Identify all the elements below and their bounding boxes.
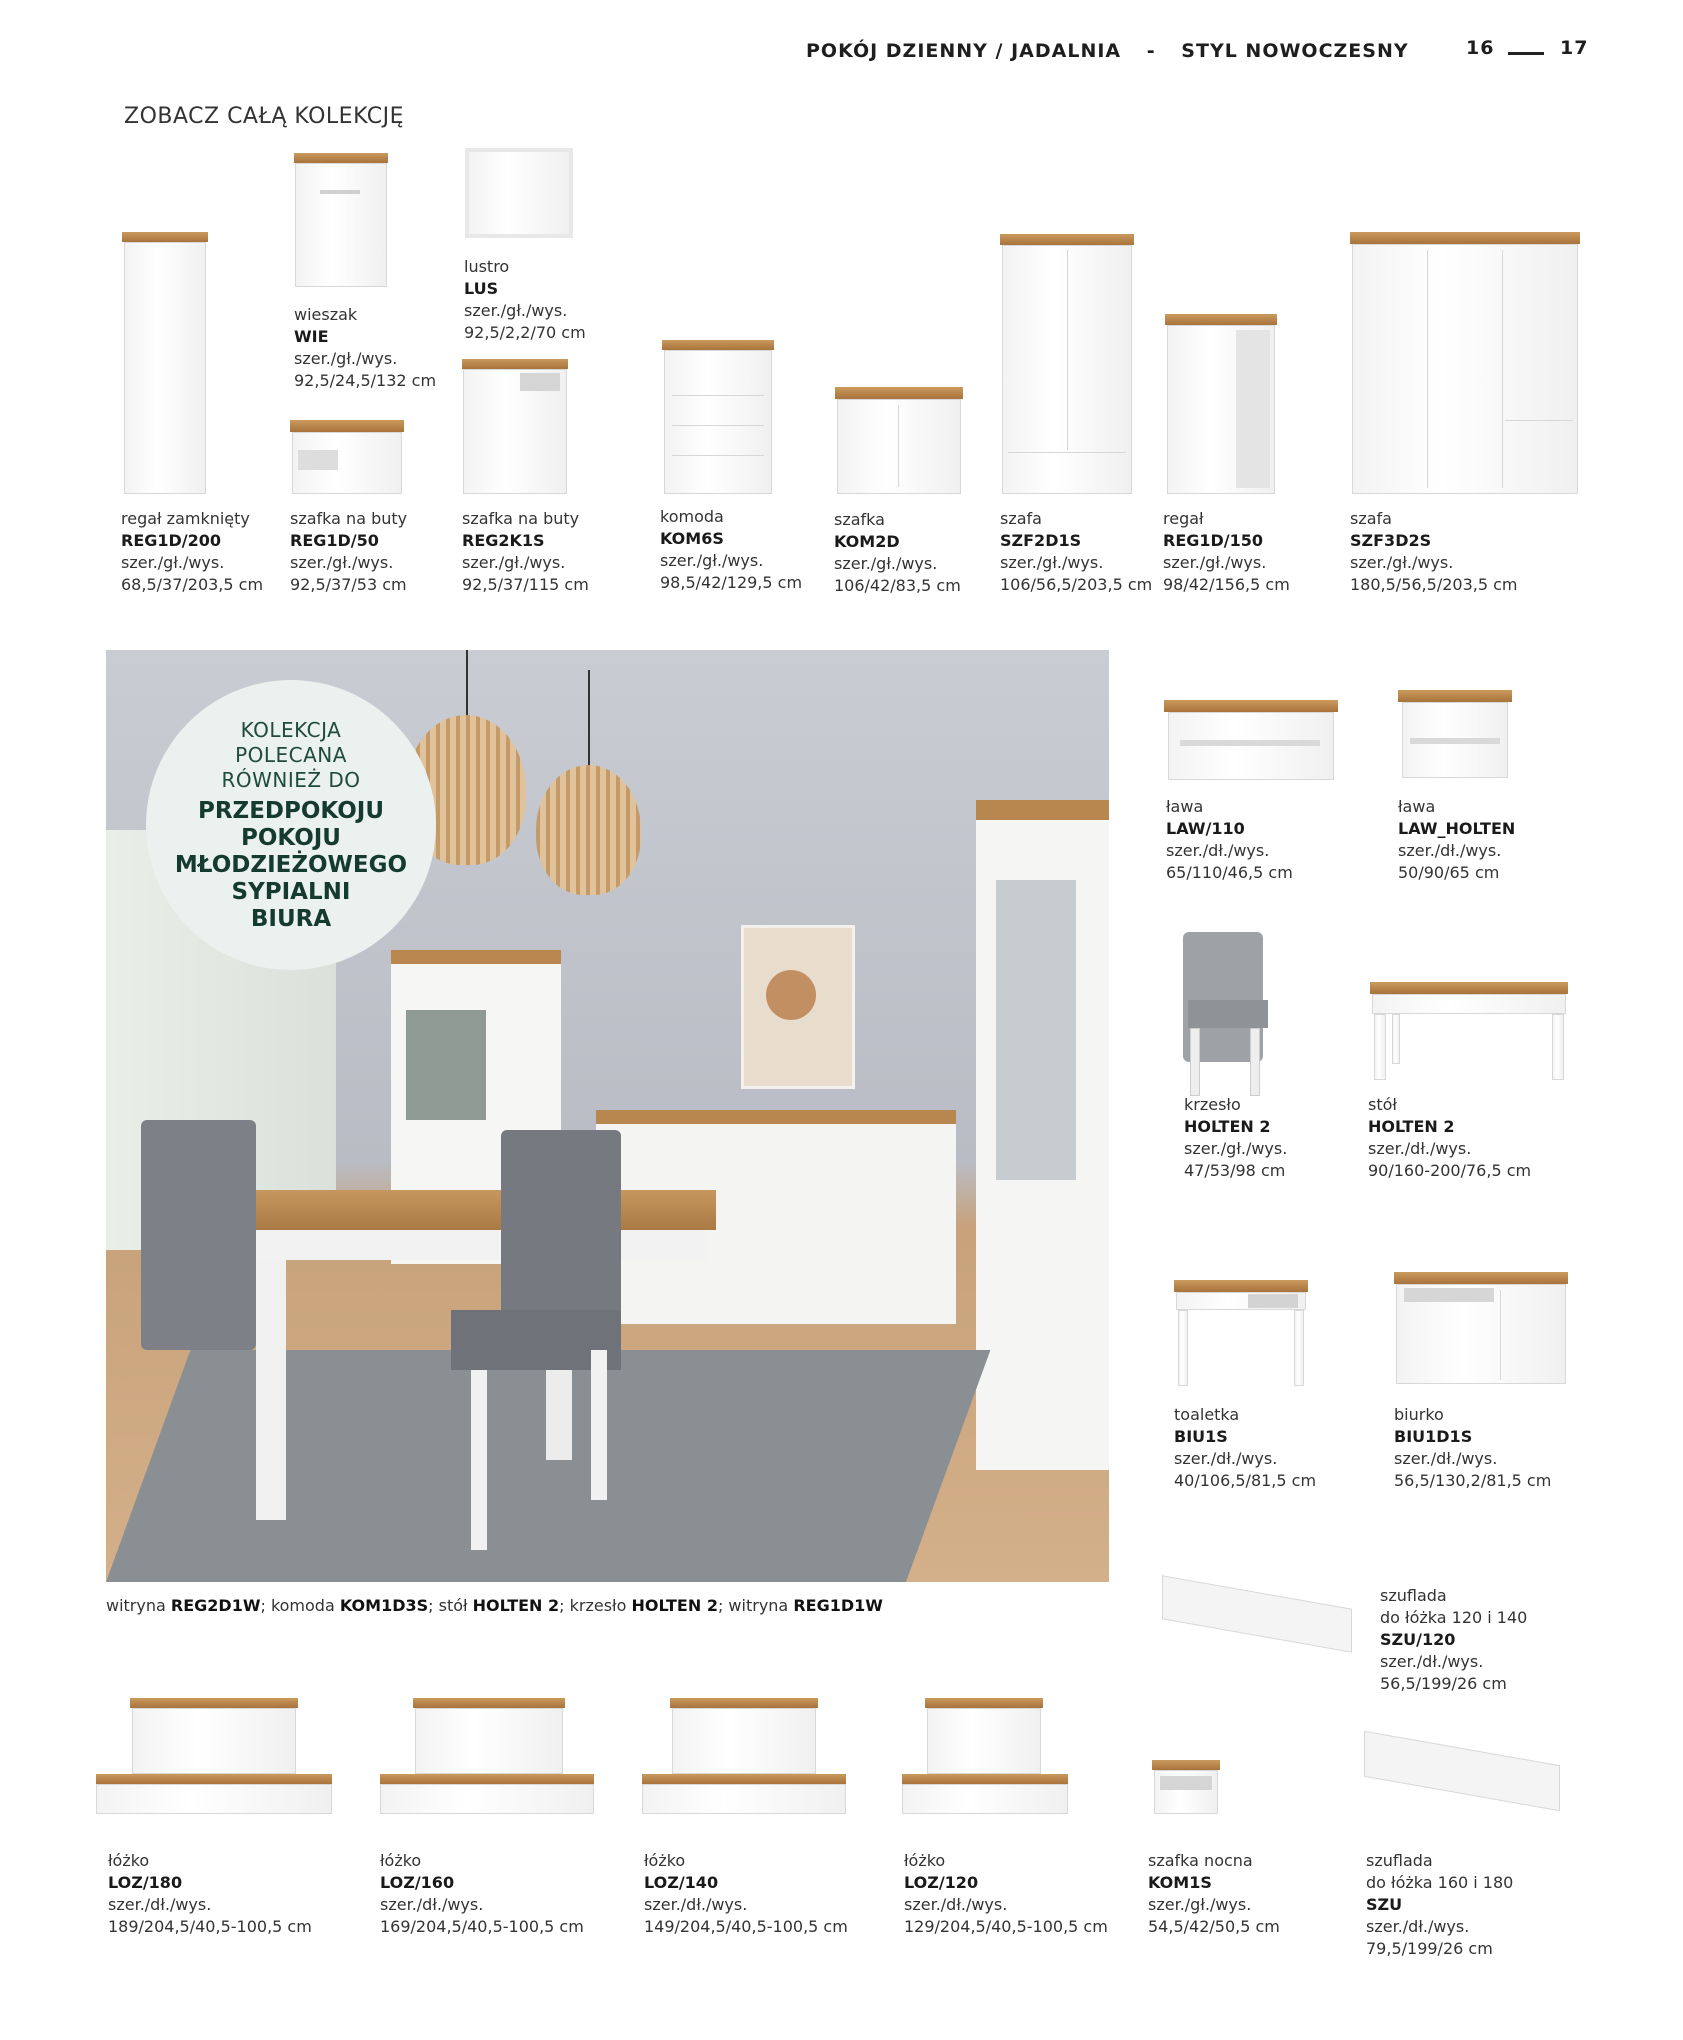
product-dims: 92,5/37/115 cm bbox=[462, 575, 589, 594]
product-dims: 79,5/199/26 cm bbox=[1366, 1939, 1493, 1958]
product-dims: 47/53/98 cm bbox=[1184, 1161, 1286, 1180]
product-law-holten bbox=[1398, 796, 1515, 884]
product-szf2d1s bbox=[1000, 508, 1152, 596]
product-reg1d200 bbox=[121, 508, 263, 596]
product-szf3d2s bbox=[1350, 508, 1517, 596]
product-extra: do łóżka 120 i 140 bbox=[1380, 1608, 1528, 1627]
product-dims: 98,5/42/129,5 cm bbox=[660, 573, 803, 592]
product-code: REG1D/200 bbox=[121, 531, 222, 550]
product-code: HOLTEN 2 bbox=[1184, 1117, 1271, 1136]
page-number-right: 17 bbox=[1560, 37, 1589, 59]
product-name: regał bbox=[1163, 509, 1204, 528]
product-name: wieszak bbox=[294, 305, 358, 324]
product-code: REG2K1S bbox=[462, 531, 545, 550]
product-biu1s bbox=[1174, 1404, 1316, 1492]
badge-room-5: BIURA bbox=[250, 906, 332, 932]
product-lus bbox=[464, 256, 586, 344]
product-dims: 56,5/199/26 cm bbox=[1380, 1674, 1507, 1693]
product-loz160 bbox=[380, 1850, 584, 1938]
photo-caption bbox=[106, 1596, 883, 1615]
page-divider bbox=[1508, 52, 1544, 55]
product-dims-label: szer./dł./wys. bbox=[1394, 1449, 1498, 1468]
product-dims-label: szer./gł./wys. bbox=[660, 551, 764, 570]
caption-text: ; witryna bbox=[717, 1596, 794, 1615]
caption-text: ; komoda bbox=[260, 1596, 340, 1615]
product-extra: do łóżka 160 i 180 bbox=[1366, 1873, 1514, 1892]
product-dims-label: szer./dł./wys. bbox=[644, 1895, 748, 1914]
product-kom1s bbox=[1148, 1850, 1280, 1938]
product-dims-label: szer./dł./wys. bbox=[1380, 1652, 1484, 1671]
product-dims: 149/204,5/40,5-100,5 cm bbox=[644, 1917, 848, 1936]
product-dims: 50/90/65 cm bbox=[1398, 863, 1500, 882]
room-photo bbox=[106, 650, 1109, 1582]
caption-text: witryna bbox=[106, 1596, 171, 1615]
product-code: SZF2D1S bbox=[1000, 531, 1082, 550]
product-dims: 40/106,5/81,5 cm bbox=[1174, 1471, 1317, 1490]
product-code: LUS bbox=[464, 279, 499, 298]
product-code: SZU/120 bbox=[1380, 1630, 1456, 1649]
product-dims-label: szer./dł./wys. bbox=[1366, 1917, 1470, 1936]
product-code: SZU bbox=[1366, 1895, 1403, 1914]
product-dims: 189/204,5/40,5-100,5 cm bbox=[108, 1917, 312, 1936]
product-dims: 180,5/56,5/203,5 cm bbox=[1350, 575, 1518, 594]
product-dims-label: szer./gł./wys. bbox=[1184, 1139, 1288, 1158]
product-dims: 68,5/37/203,5 cm bbox=[121, 575, 264, 594]
product-name: biurko bbox=[1394, 1405, 1444, 1424]
product-krzeslo-holten2 bbox=[1184, 1094, 1287, 1182]
product-dims-label: szer./gł./wys. bbox=[1163, 553, 1267, 572]
product-name: szafka bbox=[834, 510, 885, 529]
product-name: łóżko bbox=[904, 1851, 946, 1870]
product-dims-label: szer./gł./wys. bbox=[834, 554, 938, 573]
product-szu bbox=[1366, 1850, 1513, 1960]
collection-heading: ZOBACZ CAŁĄ KOLEKCJĘ bbox=[124, 104, 405, 129]
page-number-left: 16 bbox=[1466, 37, 1495, 59]
product-name: regał zamknięty bbox=[121, 509, 250, 528]
product-name: łóżko bbox=[644, 1851, 686, 1870]
caption-product-code: HOLTEN 2 bbox=[631, 1596, 718, 1615]
product-dims-label: szer./dł./wys. bbox=[1166, 841, 1270, 860]
product-dims-label: szer./gł./wys. bbox=[1000, 553, 1104, 572]
collection-badge bbox=[146, 680, 436, 970]
product-dims: 90/160-200/76,5 cm bbox=[1368, 1161, 1532, 1180]
badge-room-3: MŁODZIEŻOWEGO bbox=[174, 852, 408, 878]
caption-product-code: HOLTEN 2 bbox=[472, 1596, 560, 1615]
product-dims: 169/204,5/40,5-100,5 cm bbox=[380, 1917, 584, 1936]
badge-line-1: KOLEKCJA bbox=[240, 718, 342, 742]
product-dims-label: szer./dł./wys. bbox=[1368, 1139, 1472, 1158]
product-name: szafa bbox=[1000, 509, 1042, 528]
product-dims: 129/204,5/40,5-100,5 cm bbox=[904, 1917, 1108, 1936]
product-dims: 92,5/37/53 cm bbox=[290, 575, 407, 594]
product-name: toaletka bbox=[1174, 1405, 1240, 1424]
product-szu120 bbox=[1380, 1585, 1527, 1695]
product-name: ława bbox=[1398, 797, 1436, 816]
header-part: - bbox=[1146, 40, 1156, 62]
product-stol-holten2 bbox=[1368, 1094, 1531, 1182]
product-code: LOZ/140 bbox=[644, 1873, 719, 1892]
product-code: HOLTEN 2 bbox=[1368, 1117, 1455, 1136]
product-name: stół bbox=[1368, 1095, 1397, 1114]
product-dims: 106/56,5/203,5 cm bbox=[1000, 575, 1153, 594]
product-name: szuflada bbox=[1380, 1586, 1447, 1605]
product-dims: 56,5/130,2/81,5 cm bbox=[1394, 1471, 1552, 1490]
product-dims-label: szer./gł./wys. bbox=[462, 553, 566, 572]
product-dims-label: szer./gł./wys. bbox=[294, 349, 398, 368]
product-reg1d150 bbox=[1163, 508, 1290, 596]
caption-product-code: KOM1D3S bbox=[339, 1596, 429, 1615]
product-kom2d bbox=[834, 509, 961, 597]
product-code: BIU1D1S bbox=[1394, 1427, 1473, 1446]
product-dims: 106/42/83,5 cm bbox=[834, 576, 961, 595]
product-code: KOM2D bbox=[834, 532, 900, 551]
product-dims-label: szer./gł./wys. bbox=[121, 553, 225, 572]
product-dims: 54,5/42/50,5 cm bbox=[1148, 1917, 1280, 1936]
badge-room-2: POKOJU bbox=[241, 825, 341, 851]
product-dims-label: szer./gł./wys. bbox=[1350, 553, 1454, 572]
product-name: szafka nocna bbox=[1148, 1851, 1253, 1870]
badge-line-3: RÓWNIEŻ DO bbox=[221, 768, 361, 792]
product-dims: 92,5/2,2/70 cm bbox=[464, 323, 586, 342]
product-dims: 92,5/24,5/132 cm bbox=[294, 371, 437, 390]
product-law110 bbox=[1166, 796, 1293, 884]
product-code: KOM1S bbox=[1148, 1873, 1212, 1892]
product-dims-label: szer./dł./wys. bbox=[1174, 1449, 1278, 1468]
product-code: LAW_HOLTEN bbox=[1398, 819, 1516, 838]
product-name: ława bbox=[1166, 797, 1204, 816]
product-code: KOM6S bbox=[660, 529, 724, 548]
caption-product-code: REG1D1W bbox=[793, 1596, 883, 1615]
product-name: krzesło bbox=[1184, 1095, 1241, 1114]
product-code: REG1D/150 bbox=[1163, 531, 1264, 550]
product-code: LOZ/160 bbox=[380, 1873, 455, 1892]
header-part: STYL NOWOCZESNY bbox=[1181, 40, 1409, 62]
product-code: REG1D/50 bbox=[290, 531, 379, 550]
product-name: szafka na buty bbox=[462, 509, 580, 528]
product-dims-label: szer./dł./wys. bbox=[1398, 841, 1502, 860]
product-code: WIE bbox=[294, 327, 329, 346]
product-name: szuflada bbox=[1366, 1851, 1433, 1870]
product-code: LOZ/120 bbox=[904, 1873, 979, 1892]
product-loz140 bbox=[644, 1850, 848, 1938]
product-dims-label: szer./gł./wys. bbox=[1148, 1895, 1252, 1914]
product-biu1d1s bbox=[1394, 1404, 1551, 1492]
header-part: POKÓJ DZIENNY / JADALNIA bbox=[806, 40, 1122, 62]
product-name: łóżko bbox=[108, 1851, 150, 1870]
product-name: lustro bbox=[464, 257, 510, 276]
caption-text: ; krzesło bbox=[559, 1596, 632, 1615]
product-loz120 bbox=[904, 1850, 1108, 1938]
product-dims-label: szer./dł./wys. bbox=[904, 1895, 1008, 1914]
product-loz180 bbox=[108, 1850, 312, 1938]
product-name: szafa bbox=[1350, 509, 1392, 528]
product-name: szafka na buty bbox=[290, 509, 408, 528]
product-code: LOZ/180 bbox=[108, 1873, 183, 1892]
product-dims-label: szer./gł./wys. bbox=[464, 301, 568, 320]
caption-product-code: REG2D1W bbox=[170, 1596, 261, 1615]
product-kom6s bbox=[660, 506, 802, 594]
product-dims: 98/42/156,5 cm bbox=[1163, 575, 1290, 594]
badge-room-4: SYPIALNI bbox=[231, 879, 351, 905]
product-code: LAW/110 bbox=[1166, 819, 1245, 838]
product-code: SZF3D2S bbox=[1350, 531, 1432, 550]
badge-line-2: POLECANA bbox=[235, 743, 347, 767]
product-dims-label: szer./dł./wys. bbox=[380, 1895, 484, 1914]
product-reg2k1s bbox=[462, 508, 589, 596]
product-name: łóżko bbox=[380, 1851, 422, 1870]
product-code: BIU1S bbox=[1174, 1427, 1228, 1446]
badge-room-1: PRZEDPOKOJU bbox=[197, 798, 385, 824]
product-name: komoda bbox=[660, 507, 724, 526]
product-reg1d50 bbox=[290, 508, 407, 596]
product-dims: 65/110/46,5 cm bbox=[1166, 863, 1293, 882]
product-wie bbox=[294, 304, 436, 392]
caption-text: ; stół bbox=[428, 1596, 473, 1615]
product-dims-label: szer./gł./wys. bbox=[290, 553, 394, 572]
product-dims-label: szer./dł./wys. bbox=[108, 1895, 212, 1914]
section-title bbox=[806, 40, 1409, 62]
